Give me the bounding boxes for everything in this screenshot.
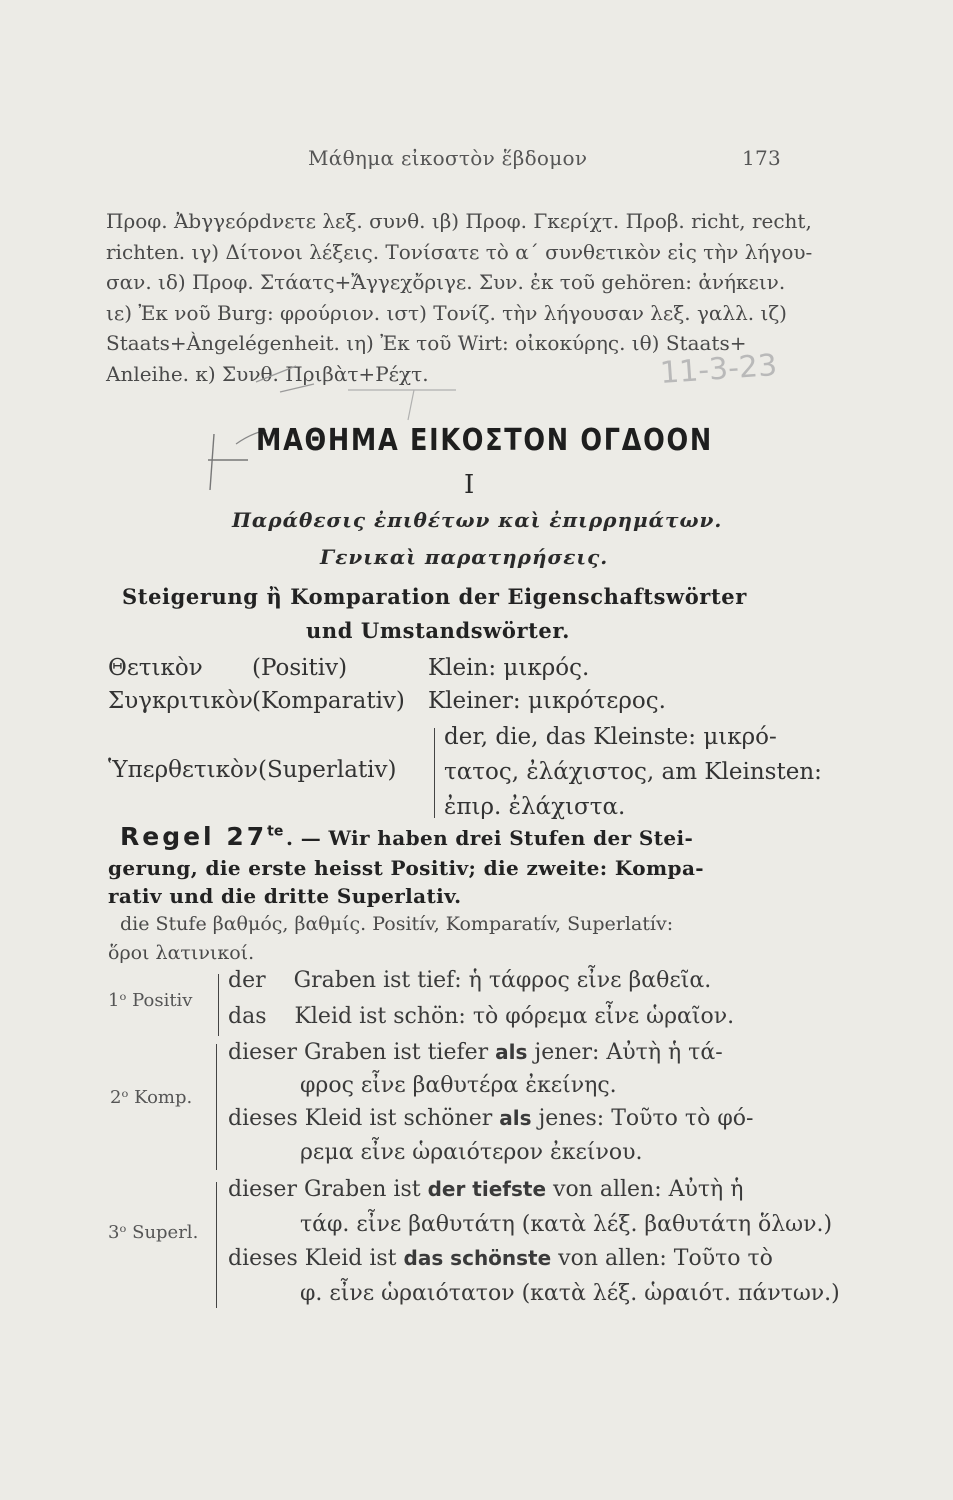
example-line: der Graben ist tief: ἡ τάφρος εἶνε βαθεῖα.: [228, 968, 712, 993]
german-heading-cont: und Umstandswörter.: [306, 618, 571, 643]
superlative-line: τατος, ἐλάχιστος, am Kleinsten:: [444, 759, 822, 785]
example-line: τάφ. εἶνε βαθυτάτη (κατὰ λέξ. βαθυτάτη ὅλων.): [300, 1212, 833, 1237]
bracket-comparative: [216, 1044, 217, 1170]
superlative-line: ἐπιρ. ἐλάχιστα.: [444, 794, 626, 820]
intro-line: Staats+Àngelégenheit. ιη) Ἐκ τοῦ Wirt: οἰκοκύρης. ιθ) Staats+: [106, 331, 747, 355]
intro-line: Προφ. Ἀbγγεόρdνετε λεξ. συνθ. ιβ) Προφ. Γκερίχτ. Προβ. richt, recht,: [106, 209, 812, 233]
intro-line: ιε) Ἐκ νοῦ Burg: φρούριον. ιστ) Τονίζ. τὴν λήγουσαν λεξ. γαλλ. ιζ): [106, 300, 787, 325]
example-label-comparative: 2ᵒ Komp.: [110, 1087, 193, 1108]
lesson-subtitle: Παράθεσις ἐπιθέτων καὶ ἐπιρρημάτων.: [232, 508, 723, 532]
degree-example-positive: Klein: μικρός.: [428, 655, 590, 681]
example-line: dieser Graben ist tiefer als jener: Αὐτὴ ἡ τά-: [228, 1040, 723, 1065]
degree-term-superlative: (Superlativ): [258, 757, 397, 783]
running-header-title: Μάθημα εἰκοστὸν ἕβδομον: [308, 146, 588, 170]
example-line: φρος εἶνε βαθυτέρα ἐκείνης.: [300, 1073, 617, 1098]
example-line: dieses Kleid ist schöner als jenes: Τοῦτο τὸ φό-: [228, 1106, 754, 1131]
degree-label-superlative: Ὑπερθετικὸν: [108, 757, 258, 783]
rule-text-cont: gerung, die erste heisst Positiv; die zweite: Kompa-: [108, 856, 705, 880]
bracket-superlative: [434, 728, 435, 818]
example-line: φ. εἶνε ὡραιότατον (κατὰ λέξ. ὡραιότ. πάντων.): [300, 1281, 840, 1306]
intro-line: richten. ιγ) Δίτονοι λέξεις. Τονίσατε τὸ α΄ συνθετικὸν εἰς τὴν λήγου-: [106, 239, 813, 264]
german-heading: Steigerung ἢ Komparation der Eigenschaftswörter: [122, 584, 747, 609]
example-line: dieser Graben ist der tiefste von allen: Αὐτὴ ἡ: [228, 1177, 744, 1202]
intro-line: σαν. ιδ) Προφ. Στάατς+Ἄγγεχὄριγε. Συν. ἐκ τοῦ gehören: ἀνήκειν.: [106, 270, 786, 294]
degree-term-comparative: (Komparativ): [252, 688, 405, 714]
intro-line: Anleihe. κ) Συνθ. Πριβὰτ+Ρέχτ.: [106, 361, 429, 386]
example-line: das Kleid ist schön: τὸ φόρεμα εἶνε ὡραῖον.: [228, 1004, 735, 1029]
bracket-positive: [218, 974, 219, 1036]
degree-term-positive: (Positiv): [252, 655, 348, 681]
example-line: dieses Kleid ist das schönste von allen: Τοῦτο τὸ: [228, 1246, 773, 1271]
example-label-superlative: 3ᵒ Superl.: [108, 1222, 199, 1243]
example-label-positive: 1ᵒ Positiv: [108, 990, 193, 1011]
rule-text: . — Wir haben drei Stufen der Stei-: [286, 826, 694, 850]
stufe-note-cont: ὅροι λατινικοί.: [108, 942, 255, 964]
degree-label-comparative: Συγκριτικὸν: [108, 688, 253, 714]
lesson-title: ΜΑΘΗΜΑ ΕΙΚΟΣΤΟΝ ΟΓΔΟΟΝ: [256, 423, 713, 458]
rule-text-end: rativ und die dritte Superlativ.: [108, 884, 462, 908]
bracket-superlative-examples: [216, 1182, 217, 1308]
example-line: ρεμα εἶνε ὡραιότερον ἐκείνου.: [300, 1140, 643, 1165]
rule-number: Regel $27^{te}$: [120, 822, 284, 851]
handwritten-note: 11-3-23: [658, 347, 779, 392]
section-numeral: I: [464, 470, 475, 500]
superlative-line: der, die, das Kleinste: μικρό-: [444, 724, 777, 750]
page-number: 173: [742, 146, 782, 170]
lesson-subheading: Γενικαὶ παρατηρήσεις.: [320, 545, 609, 569]
degree-example-comparative: Kleiner: μικρότερος.: [428, 688, 666, 714]
degree-label-positive: Θετικὸν: [108, 655, 203, 681]
stufe-note: die Stufe βαθμός, βαθμίς. Positív, Komparatív, Superlatív:: [120, 913, 674, 935]
